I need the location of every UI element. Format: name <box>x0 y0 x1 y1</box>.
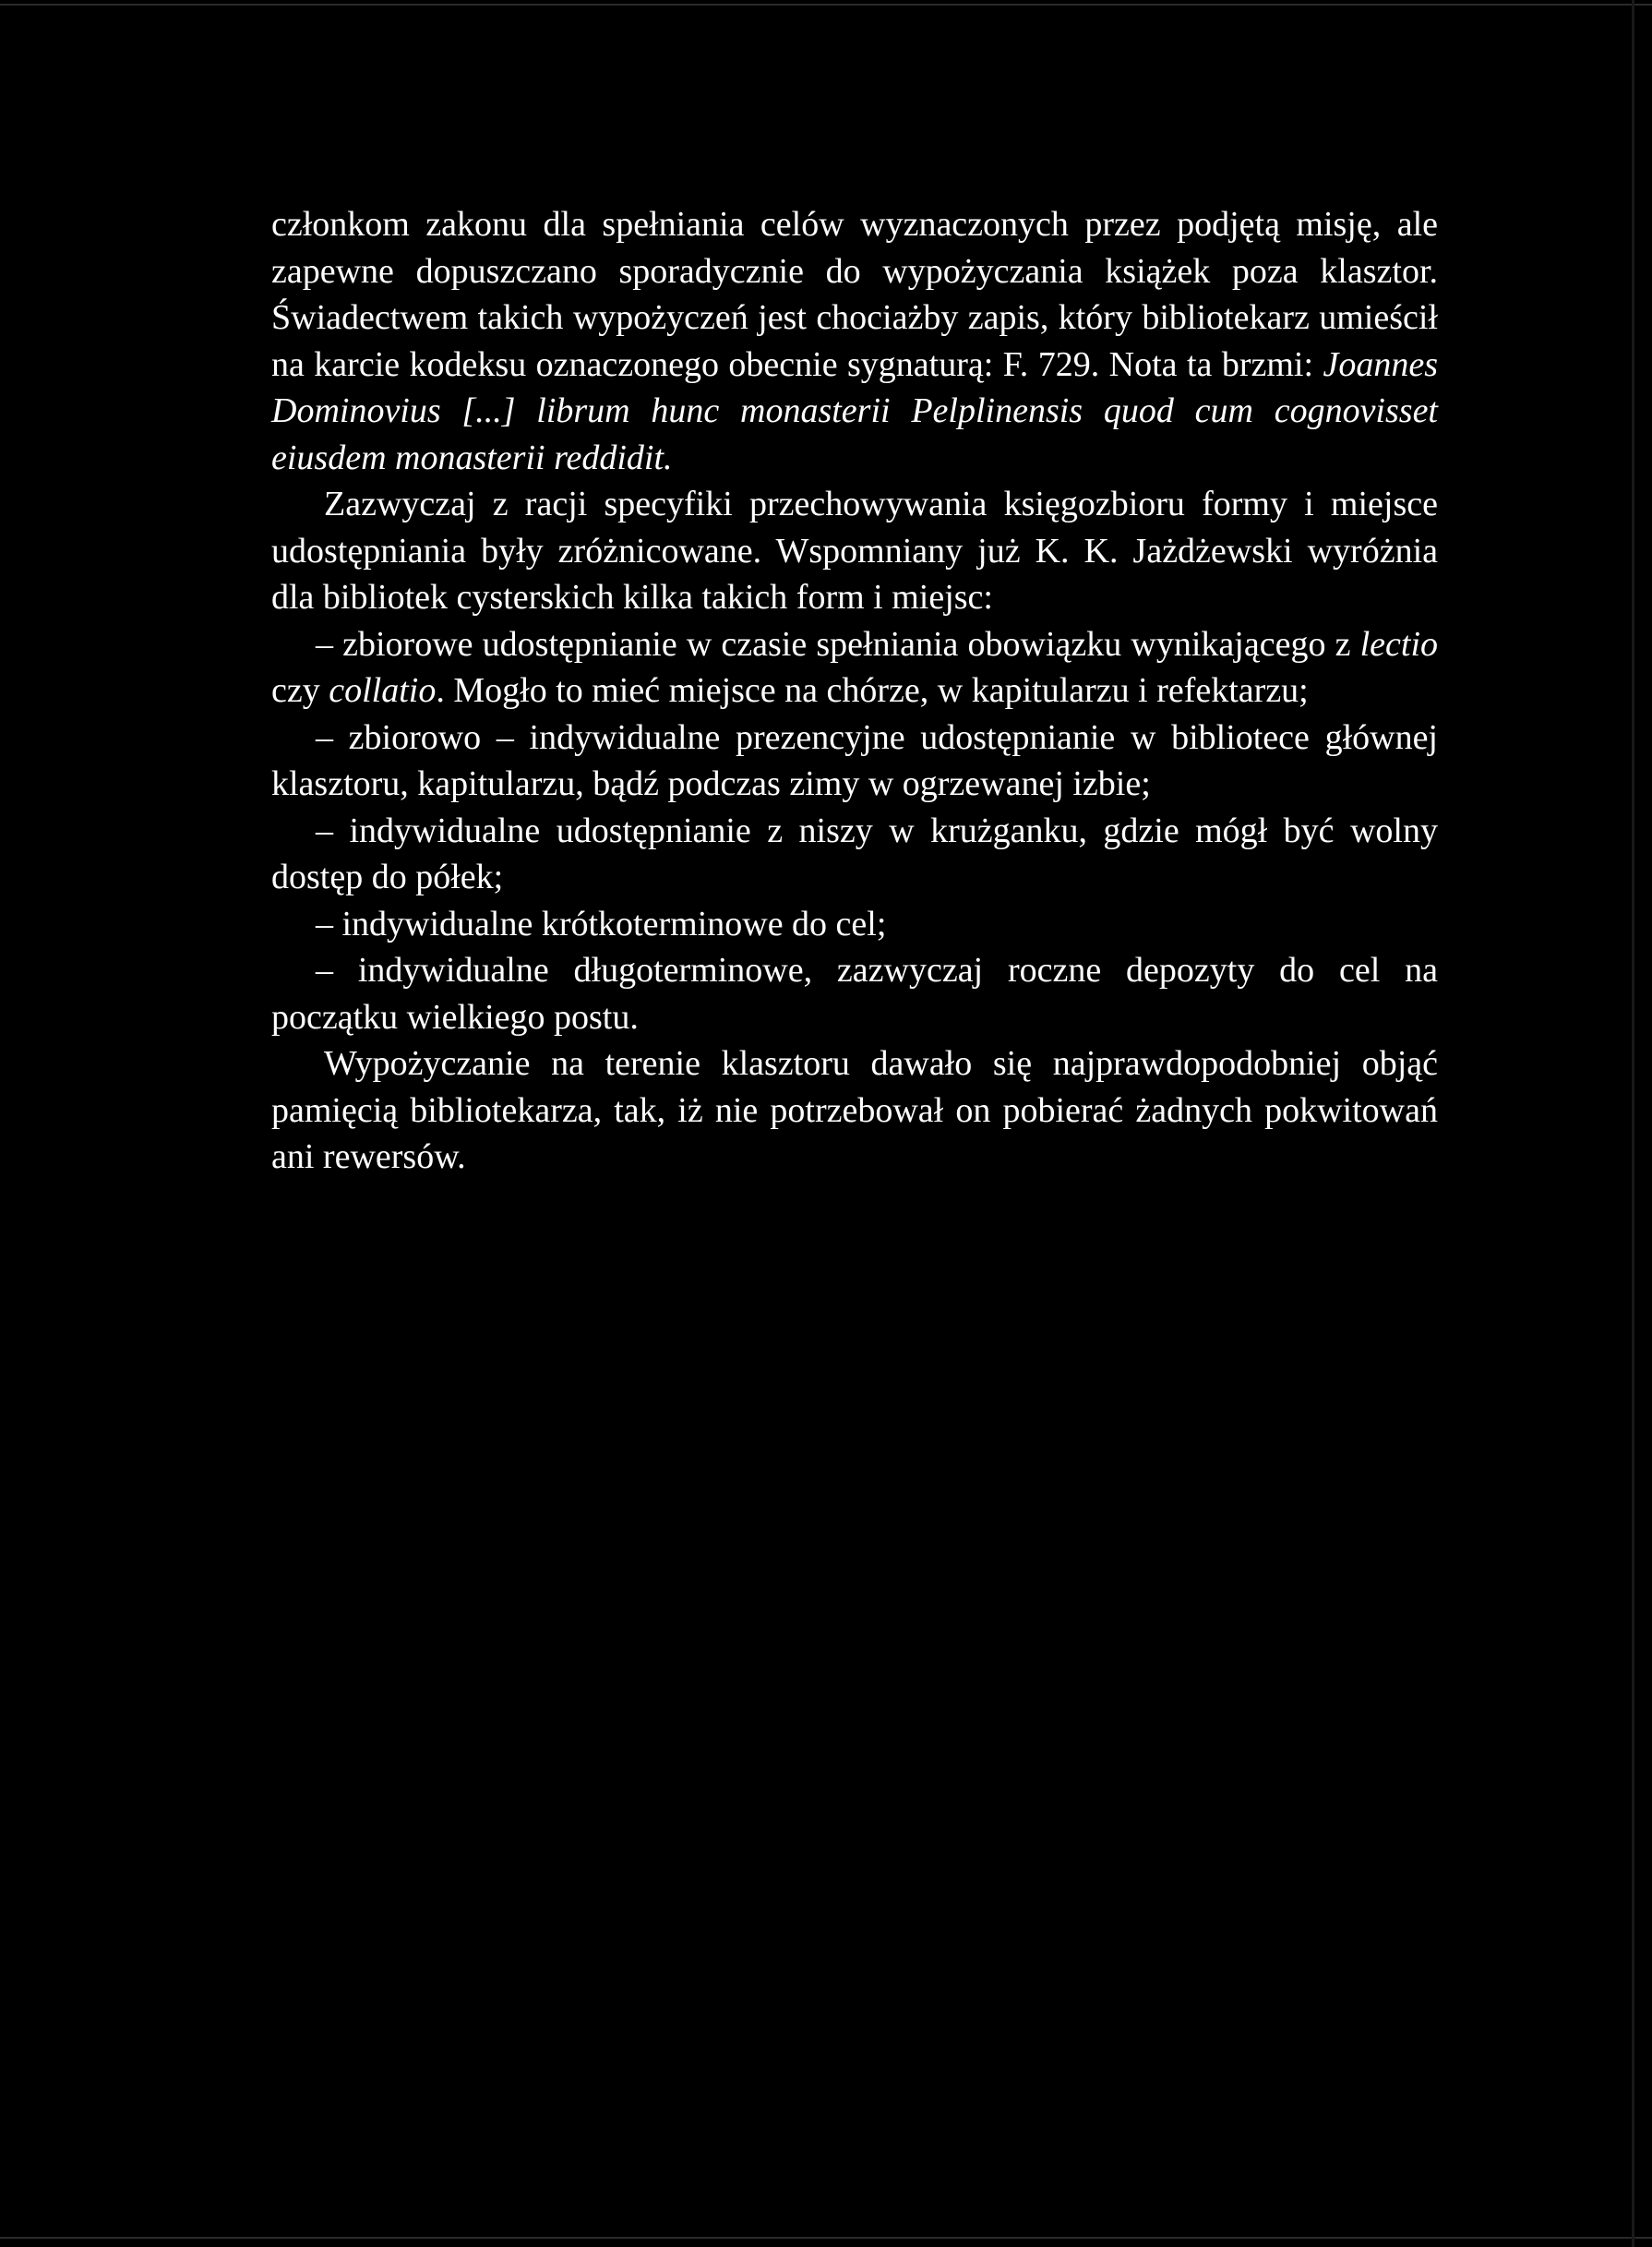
term-lectio: lectio <box>1359 624 1438 664</box>
list-item-3: – indywidualne udostępnianie z niszy w krużganku, gdzie mógł być wolny dostęp do półek; <box>271 811 1438 896</box>
paragraph-3: Wypożyczanie na terenie klasztoru dawało się najprawdopodobniej objąć pamięcią bibliotekarza, tak, iż nie potrzebował on pobierać żadnych pokwitowań ani rewersów. <box>271 1044 1438 1176</box>
scan-edge-right <box>1632 0 1634 2247</box>
paragraph-2: Zazwyczaj z racji specyfiki przechowywania księgozbioru formy i miejsce udostępniania były zróżnicowane. Wspomniany już K. K. Jażdżewski wyróżnia dla bibliotek cysterskich kilka takich form i miejsc: <box>271 485 1438 617</box>
term-collatio: collatio <box>329 671 437 710</box>
list-item-5: – indywidualne długoterminowe, zazwyczaj roczne depozyty do cel na początku wielkiego postu. <box>271 951 1438 1037</box>
list-item-1-text-b: czy <box>271 671 329 710</box>
list-item-1-text-a: – zbiorowe udostępnianie w czasie spełniania obowiązku wynikającego z <box>316 624 1360 664</box>
list-item-1 <box>271 621 1438 715</box>
paragraph-1-text: członkom zakonu dla spełniania celów wyznaczonych przez podjętą misję, ale zapewne dopuszczano sporadycznie do wypożyczania książek poza klasztor. Świadectwem takich wypożyczeń jest chociażby zapis, który bibliotekarz umieścił na karcie kodeksu oznaczonego obecnie sygnaturą: F. 729. Nota ta brzmi: <box>271 205 1438 384</box>
list-item-2: – zbiorowo – indywidualne prezencyjne udostępnianie w bibliotece głównej klasztoru, kapitularzu, bądź podczas zimy w ogrzewanej izbie; <box>271 717 1438 803</box>
page-body <box>271 201 1438 1181</box>
list-item-4: – indywidualne krótkoterminowe do cel; <box>316 904 887 943</box>
latin-quote: Joannes Dominovius [...] librum hunc monasterii Pelplinensis quod cum cognovisset eiusdem monasterii reddidit. <box>271 344 1438 477</box>
scan-edge-top <box>0 4 1652 6</box>
paragraph-1 <box>271 201 1438 481</box>
scan-edge-bottom <box>0 2237 1652 2239</box>
list-item-1-text-c: . Mogło to mieć miejsce na chórze, w kapitularzu i refektarzu; <box>436 671 1309 710</box>
